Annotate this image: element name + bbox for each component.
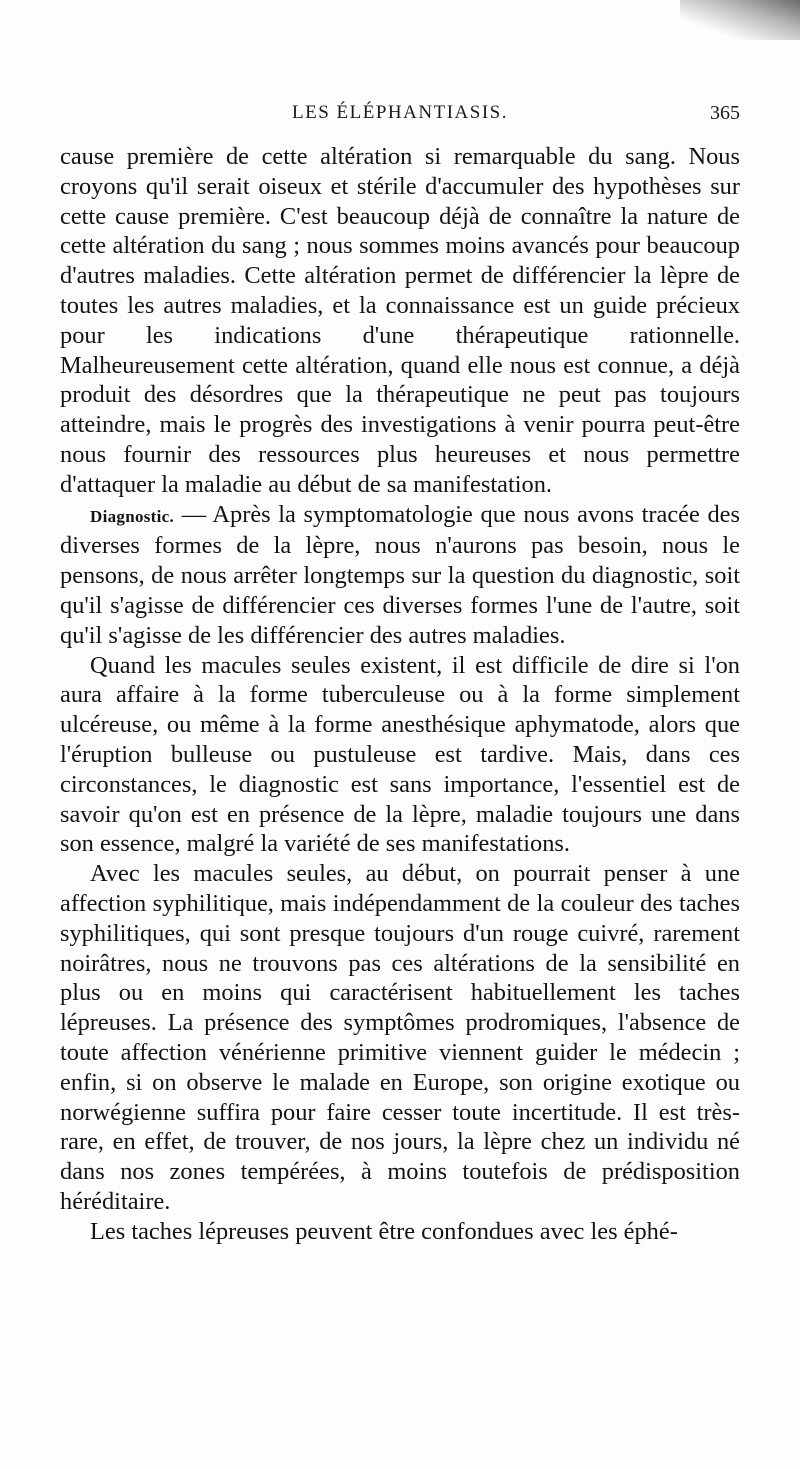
section-heading: Diagnostic. xyxy=(90,506,175,526)
body-text xyxy=(60,142,740,1246)
page-header xyxy=(60,102,740,132)
scan-shadow xyxy=(680,0,800,40)
paragraph: cause première de cette altération si remarquable du sang. Nous croyons qu'il serait oiseux et stérile d'accumuler des hypothèses sur cette cause première. C'est beaucoup déjà de connaître la nature de cette altération du sang ; nous sommes moins avancés pour beaucoup d'autres maladies. Cette altération permet de différencier la lèpre de toutes les autres maladies, et la connaissance est un guide précieux pour les indications d'une thérapeutique rationnelle. Malheureusement cette altération, quand elle nous est connue, a déjà produit des désordres que la thérapeutique ne peut pas toujours atteindre, mais le progrès des investigations à venir pourra peut-être nous fournir des ressources plus heureuses et nous permettre d'attaquer la maladie au début de sa manifestation. xyxy=(60,143,740,498)
running-title: LES ÉLÉPHANTIASIS. xyxy=(292,102,508,123)
page-number: 365 xyxy=(710,102,740,124)
paragraph: Avec les macules seules, au début, on pourrait penser à une affection syphilitique, mais indépendamment de la couleur des taches syphilitiques, qui sont presque toujours d'un rouge cuivré, rarement noirâtres, nous ne trouvons pas ces altérations de la sensibilité en plus ou en moins qui caractérisent habituellement les taches lépreuses. La présence des symptômes prodromiques, l'absence de toute affection vénérienne primitive viennent guider le médecin ; enfin, si on observe le malade en Europe, son origine exotique ou norwégienne suffira pour faire cesser toute incertitude. Il est très-rare, en effet, de trouver, de nos jours, la lèpre chez un individu né dans nos zones tempérées, à moins toutefois de prédisposition héréditaire. xyxy=(60,860,740,1215)
paragraph: Quand les macules seules existent, il est difficile de dire si l'on aura affaire à la forme tuberculeuse ou à la forme simplement ulcéreuse, ou même à la forme anesthésique aphymatode, alors que l'éruption bulleuse ou pustuleuse est tardive. Mais, dans ces circonstances, le diagnostic est sans importance, l'essentiel est de savoir qu'on est en présence de la lèpre, maladie toujours une dans son essence, malgré la variété de ses manifestations. xyxy=(60,651,740,858)
paragraph-text: — Après la symptomatologie que nous avons tracée des diverses formes de la lèpre, nous n'aurons pas besoin, nous le pensons, de nous arrêter longtemps sur la question du diagnostic, soit qu'il s'agisse de différencier ces diverses formes l'une de l'autre, soit qu'il s'agisse de les différencier des autres maladies. xyxy=(60,500,740,649)
paragraph: Les taches lépreuses peuvent être confondues avec les éphé- xyxy=(90,1217,678,1245)
paragraph xyxy=(60,500,740,651)
